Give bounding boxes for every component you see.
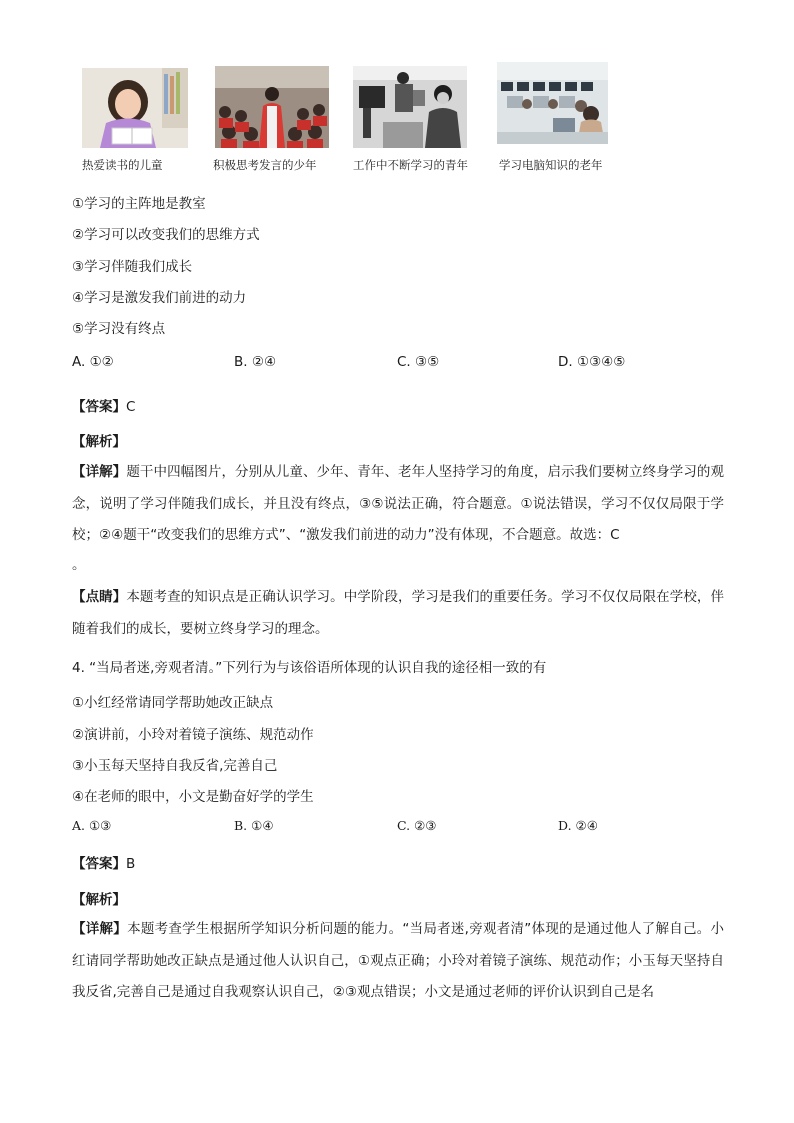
option-c: C. ②③	[397, 818, 437, 833]
answer-value: B	[126, 856, 136, 872]
statement: ⑤学习没有终点	[72, 321, 166, 337]
young-worker-image	[353, 66, 467, 148]
answer	[72, 852, 135, 872]
senior-computer-image	[497, 62, 608, 144]
option-a: A. ①②	[72, 354, 114, 370]
statement: ③学习伴随我们成长	[72, 259, 193, 275]
detail-text: 题干中四幅图片，分别从儿童、少年、青年、老年人坚持学习的角度，启示我们要树立终身学习的观念，说明了学习伴随我们成长，并且没有终点，③⑤说法正确，符合题意。①说法错误，学习不仅仅局限于学校；②④题干“改变我们的思维方式”、“激发我们前进的动力”没有体现，不合题意。故选：C	[72, 464, 725, 543]
answer-value: C	[126, 399, 136, 415]
photo-row	[0, 0, 794, 185]
statement: ①学习的主阵地是教室	[72, 196, 206, 212]
option-d: D. ②④	[558, 818, 598, 833]
detail-paragraph	[72, 914, 724, 1009]
detail-paragraph	[72, 457, 724, 552]
photo-caption: 热爱读书的儿童	[82, 158, 163, 172]
statement: ③小玉每天坚持自我反省,完善自己	[72, 758, 278, 774]
statement: ①小红经常请同学帮助她改正缺点	[72, 695, 274, 711]
answer-label: 【答案】	[72, 399, 126, 415]
trailing-mark: 。	[72, 557, 86, 573]
option-b: B. ①④	[234, 818, 274, 833]
option-c: C. ③⑤	[397, 354, 440, 370]
tip-text: 本题考查的知识点是正确认识学习。中学阶段，学习是我们的重要任务。学习不仅仅局限在学校，伴随着我们的成长，要树立终身学习的理念。	[72, 589, 725, 637]
answer-label: 【答案】	[72, 856, 126, 872]
detail-label: 【详解】	[72, 921, 128, 937]
detail-text: 本题考查学生根据所学知识分析问题的能力。“当局者迷,旁观者清”体现的是通过他人了解自己。小红请同学帮助她改正缺点是通过他人认识自己，①观点正确；小玲对着镜子演练、规范动作；小玉每天坚持自我反省,完善自己是通过自我观察认识自己，②③观点错误；小文是通过老师的评价认识到自己是名	[72, 921, 724, 1000]
photo-caption: 积极思考发言的少年	[213, 158, 317, 172]
photo-caption: 学习电脑知识的老年	[499, 158, 603, 172]
tip-paragraph	[72, 582, 724, 645]
detail-label: 【详解】	[72, 464, 127, 480]
statement: ②学习可以改变我们的思维方式	[72, 227, 260, 243]
tip-label: 【点睛】	[72, 589, 127, 605]
statement: ④学习是激发我们前进的动力	[72, 290, 247, 306]
student-speaking-image	[215, 66, 329, 148]
photo-caption: 工作中不断学习的青年	[353, 158, 468, 172]
analysis-label: 【解析】	[72, 892, 126, 908]
child-reading-image	[82, 68, 188, 148]
option-d: D. ①③④⑤	[558, 354, 626, 370]
option-b: B. ②④	[234, 354, 277, 370]
option-a: A. ①③	[72, 818, 112, 833]
question-stem: 4. “当局者迷,旁观者清。”下列行为与该俗语所体现的认识自我的途径相一致的有	[72, 660, 547, 676]
analysis-label: 【解析】	[72, 434, 126, 450]
statement: ②演讲前，小玲对着镜子演练、规范动作	[72, 727, 314, 743]
statement: ④在老师的眼中，小文是勤奋好学的学生	[72, 789, 314, 805]
answer	[72, 395, 135, 415]
